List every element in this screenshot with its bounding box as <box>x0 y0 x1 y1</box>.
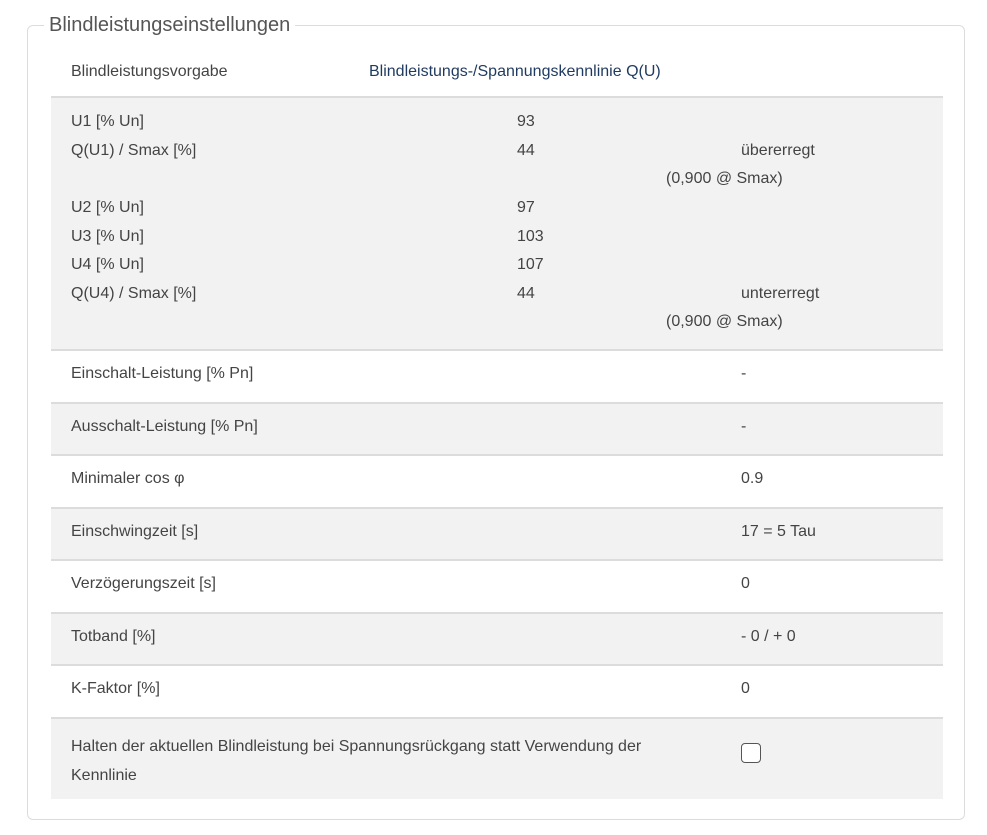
u2-value: 97 <box>517 199 535 216</box>
hold-reactive-power-row <box>51 719 943 799</box>
settings-table <box>51 50 943 799</box>
header-row <box>51 50 943 98</box>
row-label: Einschwingzeit [s] <box>71 522 199 540</box>
row-label: Ausschalt-Leistung [% Pn] <box>71 417 258 435</box>
row-label: Einschalt-Leistung [% Pn] <box>71 365 254 382</box>
row-value: 0 <box>741 680 750 697</box>
row-value: 17 = 5 Tau <box>741 522 816 540</box>
u4-value: 107 <box>517 256 544 273</box>
row-value: 0 <box>741 575 750 592</box>
table-row <box>51 351 943 404</box>
header-value: Blindleistungs-/Spannungskennlinie Q(U) <box>369 63 661 80</box>
section-legend: Blindleistungseinstellungen <box>44 12 295 38</box>
row-value: - <box>741 417 747 435</box>
hold-reactive-power-checkbox[interactable] <box>741 743 761 763</box>
row-label: K-Faktor [%] <box>71 680 160 697</box>
qu1-note: übererregt <box>741 142 815 159</box>
qu1-note-2: (0,900 @ Smax) <box>666 170 783 187</box>
table-row <box>51 561 943 614</box>
row-value: - <box>741 365 747 382</box>
qu4-note: untererregt <box>741 285 820 302</box>
table-row <box>51 509 943 562</box>
qu4-value: 44 <box>517 285 535 302</box>
header-label: Blindleistungsvorgabe <box>71 63 228 80</box>
u1-value: 93 <box>517 113 535 130</box>
qu4-label: Q(U4) / Smax [%] <box>71 285 197 302</box>
qu1-value: 44 <box>517 142 535 159</box>
row-label: Totband [%] <box>71 627 156 645</box>
u2-label: U2 [% Un] <box>71 199 144 216</box>
curve-block <box>51 98 943 351</box>
u3-label: U3 [% Un] <box>71 228 144 245</box>
table-row <box>51 404 943 457</box>
u4-label: U4 [% Un] <box>71 256 144 273</box>
hold-reactive-power-label: Halten der aktuellen Blindleistung bei Spannungsrückgang statt Verwendung der Kennlinie <box>71 737 642 784</box>
qu1-label: Q(U1) / Smax [%] <box>71 142 197 159</box>
qu4-note-2: (0,900 @ Smax) <box>666 313 783 330</box>
table-row <box>51 666 943 719</box>
u1-label: U1 [% Un] <box>71 113 144 130</box>
row-label: Verzögerungszeit [s] <box>71 575 216 592</box>
table-row <box>51 614 943 667</box>
row-label: Minimaler cos φ <box>71 470 185 487</box>
table-row <box>51 456 943 509</box>
row-value: - 0 / + 0 <box>741 627 796 645</box>
row-value: 0.9 <box>741 470 764 487</box>
u3-value: 103 <box>517 228 544 245</box>
